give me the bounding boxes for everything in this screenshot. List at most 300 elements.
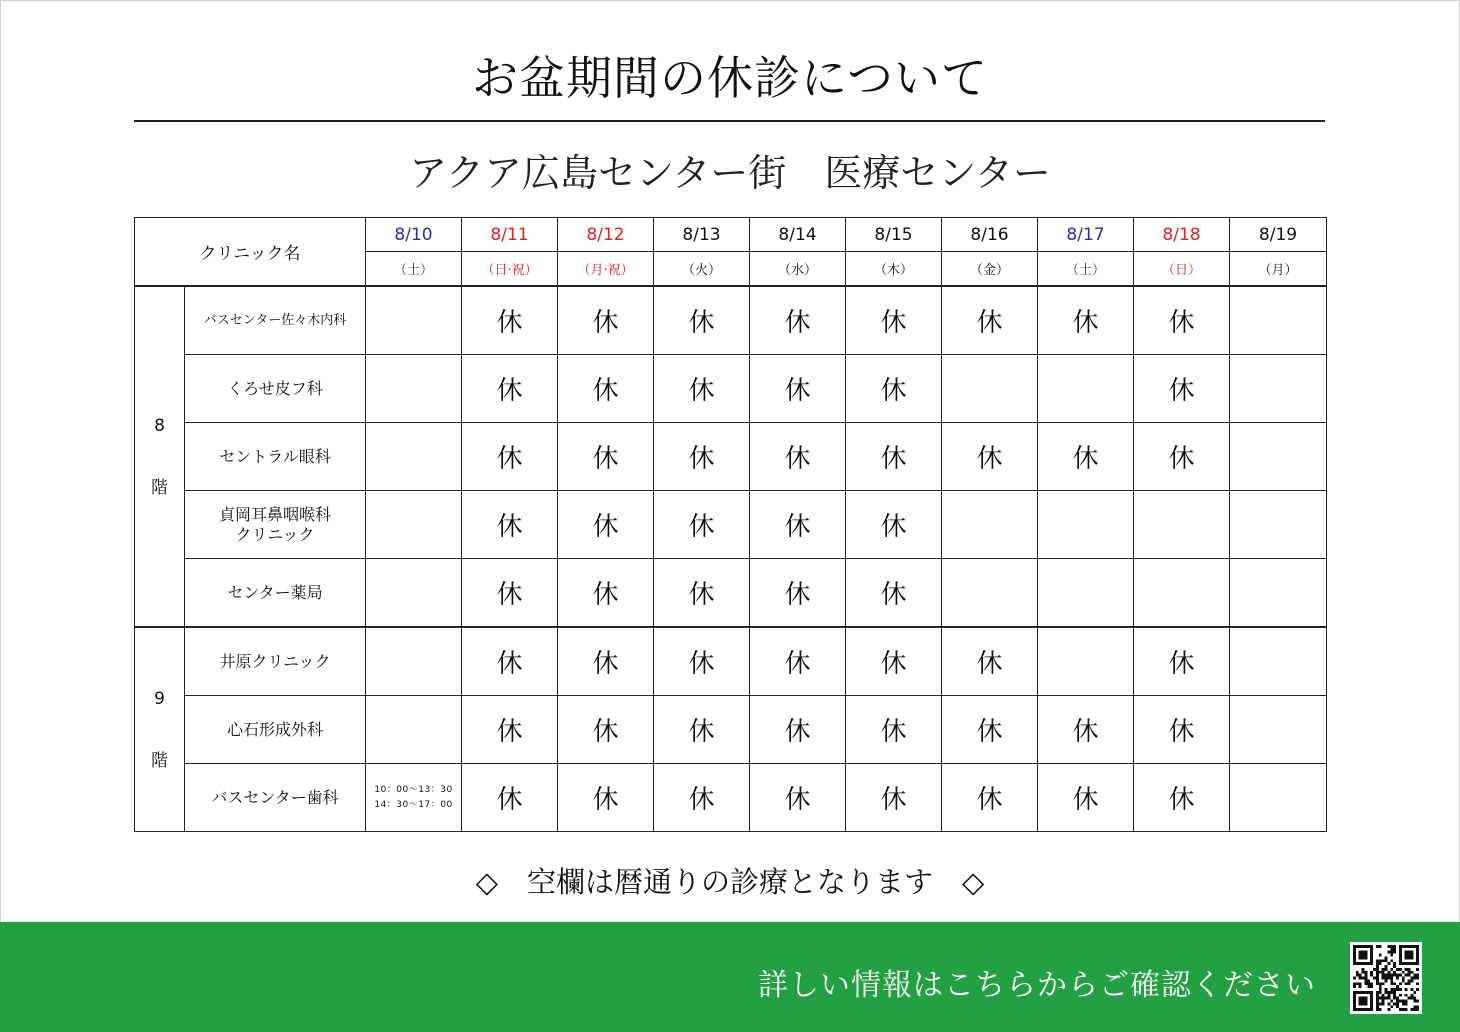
qr-module bbox=[1396, 968, 1399, 971]
qr-module bbox=[1410, 971, 1413, 974]
qr-module bbox=[1364, 974, 1367, 977]
qr-module bbox=[1396, 977, 1399, 980]
closure-cell: 休 bbox=[1134, 764, 1230, 832]
qr-module bbox=[1379, 954, 1382, 957]
date-header: 8/18 bbox=[1134, 218, 1230, 252]
closure-cell: 休 bbox=[462, 696, 558, 764]
clinic-name bbox=[185, 696, 366, 764]
qr-module bbox=[1385, 956, 1388, 959]
qr-module bbox=[1405, 974, 1408, 977]
qr-module bbox=[1396, 988, 1399, 991]
closure-cell bbox=[366, 286, 462, 355]
qr-module bbox=[1399, 968, 1402, 971]
qr-module bbox=[1385, 959, 1388, 962]
qr-module bbox=[1364, 977, 1367, 980]
clinic-row bbox=[135, 559, 1327, 628]
clinic-name-line: セントラル眼科 bbox=[219, 446, 331, 466]
qr-module bbox=[1416, 1008, 1419, 1011]
qr-module bbox=[1402, 977, 1405, 980]
qr-module bbox=[1399, 974, 1402, 977]
qr-module bbox=[1382, 971, 1385, 974]
clinic-row bbox=[135, 355, 1327, 423]
qr-module bbox=[1390, 991, 1393, 994]
qr-module bbox=[1382, 968, 1385, 971]
date-header: 8/12 bbox=[558, 218, 654, 252]
closure-cell: 休 bbox=[1134, 627, 1230, 696]
qr-module bbox=[1396, 1005, 1399, 1008]
qr-module bbox=[1379, 991, 1382, 994]
qr-module bbox=[1416, 977, 1419, 980]
qr-module bbox=[1385, 974, 1388, 977]
qr-module bbox=[1370, 974, 1373, 977]
qr-module bbox=[1379, 945, 1382, 948]
qr-module bbox=[1413, 977, 1416, 980]
floor-number: 9 bbox=[154, 688, 165, 709]
qr-finder bbox=[1359, 997, 1368, 1006]
closure-cell: 休 bbox=[654, 559, 750, 628]
qr-module bbox=[1410, 977, 1413, 980]
closure-cell bbox=[366, 559, 462, 628]
qr-module bbox=[1385, 965, 1388, 968]
qr-module bbox=[1367, 982, 1370, 985]
qr-module bbox=[1396, 974, 1399, 977]
clinic-name-line: バスセンター佐々木内科 bbox=[203, 312, 347, 328]
qr-module bbox=[1359, 977, 1362, 980]
qr-module bbox=[1376, 962, 1379, 965]
qr-module bbox=[1408, 974, 1411, 977]
qr-module bbox=[1390, 979, 1393, 982]
closure-cell: 休 bbox=[462, 764, 558, 832]
qr-module bbox=[1379, 959, 1382, 962]
closure-cell: 休 bbox=[462, 355, 558, 423]
qr-module bbox=[1396, 985, 1399, 988]
qr-module bbox=[1396, 997, 1399, 1000]
qr-module bbox=[1393, 982, 1396, 985]
clinic-name bbox=[185, 764, 366, 832]
closure-cell: 休 bbox=[942, 286, 1038, 355]
qr-module bbox=[1390, 982, 1393, 985]
qr-module bbox=[1367, 985, 1370, 988]
qr-module bbox=[1385, 988, 1388, 991]
qr-module bbox=[1376, 971, 1379, 974]
closure-cell bbox=[942, 559, 1038, 628]
closure-cell: 休 bbox=[846, 696, 942, 764]
qr-module bbox=[1376, 945, 1379, 948]
closure-cell bbox=[366, 423, 462, 491]
qr-module bbox=[1390, 977, 1393, 980]
weekday-header: （金） bbox=[942, 252, 1038, 287]
closure-cell: 休 bbox=[654, 764, 750, 832]
qr-module bbox=[1387, 997, 1390, 1000]
closure-cell bbox=[366, 696, 462, 764]
qr-module bbox=[1416, 1000, 1419, 1003]
closure-cell: 休 bbox=[846, 423, 942, 491]
clinic-name-line: くろせ皮フ科 bbox=[227, 378, 323, 398]
qr-module bbox=[1413, 1008, 1416, 1011]
qr-module bbox=[1385, 979, 1388, 982]
qr-module bbox=[1387, 971, 1390, 974]
clinic-name-line: センター薬局 bbox=[227, 582, 323, 602]
closure-cell: 休 bbox=[846, 764, 942, 832]
closure-cell: 休 bbox=[750, 286, 846, 355]
clinic-name-line: 井原クリニック bbox=[219, 651, 331, 671]
qr-module bbox=[1379, 988, 1382, 991]
clinic-name bbox=[185, 491, 366, 559]
closure-cell bbox=[942, 491, 1038, 559]
qr-module bbox=[1390, 945, 1393, 948]
qr-module bbox=[1413, 997, 1416, 1000]
closure-cell: 休 bbox=[558, 559, 654, 628]
date-header: 8/16 bbox=[942, 218, 1038, 252]
closure-cell: 休 bbox=[654, 423, 750, 491]
qr-module bbox=[1402, 979, 1405, 982]
closure-cell bbox=[1038, 491, 1134, 559]
qr-module bbox=[1382, 982, 1385, 985]
closure-cell: 休 bbox=[462, 423, 558, 491]
date-header: 8/15 bbox=[846, 218, 942, 252]
qr-module bbox=[1410, 979, 1413, 982]
qr-module bbox=[1416, 982, 1419, 985]
qr-module bbox=[1410, 997, 1413, 1000]
qr-module bbox=[1408, 968, 1411, 971]
qr-module bbox=[1416, 1005, 1419, 1008]
qr-module bbox=[1387, 1008, 1390, 1011]
qr-module bbox=[1390, 988, 1393, 991]
closure-cell bbox=[1230, 764, 1327, 832]
closure-cell: 休 bbox=[558, 355, 654, 423]
qr-module bbox=[1390, 974, 1393, 977]
closure-cell bbox=[1134, 491, 1230, 559]
qr-module bbox=[1396, 1000, 1399, 1003]
qr-module bbox=[1376, 991, 1379, 994]
closure-cell: 休 bbox=[558, 286, 654, 355]
closure-cell: 休 bbox=[1134, 696, 1230, 764]
qr-module bbox=[1359, 982, 1362, 985]
weekday-header: （日·祝） bbox=[462, 252, 558, 287]
qr-module bbox=[1393, 945, 1396, 948]
weekday-header: （日） bbox=[1134, 252, 1230, 287]
qr-module bbox=[1402, 1002, 1405, 1005]
qr-module bbox=[1387, 974, 1390, 977]
closure-cell bbox=[1038, 355, 1134, 423]
closure-cell bbox=[1230, 559, 1327, 628]
qr-module bbox=[1376, 965, 1379, 968]
qr-module bbox=[1410, 1008, 1413, 1011]
closure-cell: 休 bbox=[750, 423, 846, 491]
qr-module bbox=[1410, 994, 1413, 997]
qr-module bbox=[1379, 997, 1382, 1000]
qr-module bbox=[1408, 982, 1411, 985]
footnote: ◇ 空欄は暦通りの診療となります ◇ bbox=[475, 865, 985, 899]
qr-module bbox=[1376, 1000, 1379, 1003]
qr-module bbox=[1376, 959, 1379, 962]
qr-module bbox=[1387, 991, 1390, 994]
qr-module bbox=[1382, 977, 1385, 980]
qr-module bbox=[1399, 988, 1402, 991]
qr-module bbox=[1373, 977, 1376, 980]
qr-module bbox=[1393, 994, 1396, 997]
qr-module bbox=[1413, 974, 1416, 977]
qr-module bbox=[1393, 962, 1396, 965]
closure-cell: 休 bbox=[654, 491, 750, 559]
closure-cell bbox=[1038, 559, 1134, 628]
closure-cell: 休 bbox=[1038, 764, 1134, 832]
qr-module bbox=[1387, 945, 1390, 948]
closure-cell: 休 bbox=[654, 286, 750, 355]
closure-cell: 休 bbox=[750, 627, 846, 696]
qr-module bbox=[1387, 977, 1390, 980]
qr-module bbox=[1356, 971, 1359, 974]
info-banner bbox=[0, 922, 1460, 1032]
qr-module bbox=[1379, 962, 1382, 965]
qr-module bbox=[1405, 1000, 1408, 1003]
qr-module bbox=[1393, 951, 1396, 954]
qr-module bbox=[1387, 1002, 1390, 1005]
qr-module bbox=[1379, 982, 1382, 985]
qr-module bbox=[1393, 974, 1396, 977]
date-header: 8/10 bbox=[366, 218, 462, 252]
qr-module bbox=[1353, 982, 1356, 985]
qr-module bbox=[1364, 982, 1367, 985]
qr-module bbox=[1390, 954, 1393, 957]
qr-module bbox=[1408, 971, 1411, 974]
qr-module bbox=[1382, 974, 1385, 977]
page-title: お盆期間の休診について bbox=[471, 51, 989, 105]
closure-cell: 休 bbox=[462, 286, 558, 355]
qr-module bbox=[1416, 974, 1419, 977]
qr-module bbox=[1367, 979, 1370, 982]
closure-cell: 休 bbox=[558, 627, 654, 696]
qr-module bbox=[1405, 994, 1408, 997]
date-header: 8/11 bbox=[462, 218, 558, 252]
closure-cell: 休 bbox=[1038, 696, 1134, 764]
qr-module bbox=[1393, 948, 1396, 951]
qr-module bbox=[1399, 1008, 1402, 1011]
closure-cell: 休 bbox=[1038, 423, 1134, 491]
closure-cell: 休 bbox=[558, 491, 654, 559]
qr-module bbox=[1402, 1008, 1405, 1011]
qr-module bbox=[1413, 1000, 1416, 1003]
qr-module bbox=[1385, 991, 1388, 994]
qr-module bbox=[1362, 971, 1365, 974]
qr-module bbox=[1390, 968, 1393, 971]
closure-cell bbox=[1230, 286, 1327, 355]
closure-cell: 休 bbox=[558, 764, 654, 832]
qr-module bbox=[1379, 1002, 1382, 1005]
qr-module bbox=[1390, 951, 1393, 954]
qr-module bbox=[1379, 971, 1382, 974]
qr-module bbox=[1370, 982, 1373, 985]
clinic-name bbox=[185, 355, 366, 423]
closure-cell: 休 bbox=[654, 696, 750, 764]
qr-module bbox=[1376, 994, 1379, 997]
weekday-header: （火） bbox=[654, 252, 750, 287]
weekday-header: （土） bbox=[1038, 252, 1134, 287]
clinic-row bbox=[135, 764, 1327, 832]
qr-module bbox=[1405, 988, 1408, 991]
closure-cell: 休 bbox=[942, 423, 1038, 491]
qr-module bbox=[1390, 948, 1393, 951]
closure-cell bbox=[1038, 627, 1134, 696]
closure-cell: 休 bbox=[462, 491, 558, 559]
floor-kai: 階 bbox=[151, 750, 168, 771]
clinic-row bbox=[135, 627, 1327, 696]
closure-cell: 休 bbox=[750, 696, 846, 764]
qr-module bbox=[1408, 997, 1411, 1000]
qr-module bbox=[1382, 997, 1385, 1000]
qr-module bbox=[1370, 971, 1373, 974]
qr-module bbox=[1353, 985, 1356, 988]
qr-module bbox=[1376, 982, 1379, 985]
clinic-row bbox=[135, 286, 1327, 355]
clinic-name bbox=[185, 286, 366, 355]
qr-module bbox=[1379, 985, 1382, 988]
qr-module bbox=[1376, 977, 1379, 980]
qr-module bbox=[1359, 985, 1362, 988]
closure-cell bbox=[1134, 559, 1230, 628]
weekday-header: （木） bbox=[846, 252, 942, 287]
closure-cell: 休 bbox=[1134, 423, 1230, 491]
page-subtitle: アクア広島センター街 医療センター bbox=[409, 151, 1051, 195]
floor-label bbox=[135, 286, 185, 627]
closure-cell: 休 bbox=[750, 491, 846, 559]
clinic-row bbox=[135, 696, 1327, 764]
closure-cell bbox=[1230, 491, 1327, 559]
qr-module bbox=[1385, 997, 1388, 1000]
closure-cell: 休 bbox=[558, 423, 654, 491]
closure-cell: 休 bbox=[750, 355, 846, 423]
closure-cell: 休 bbox=[846, 355, 942, 423]
qr-module bbox=[1376, 1008, 1379, 1011]
qr-module bbox=[1376, 997, 1379, 1000]
weekday-header: （水） bbox=[750, 252, 846, 287]
clinic-name bbox=[185, 423, 366, 491]
qr-module bbox=[1390, 1000, 1393, 1003]
qr-module bbox=[1393, 965, 1396, 968]
date-header: 8/19 bbox=[1230, 218, 1327, 252]
qr-module bbox=[1362, 968, 1365, 971]
qr-module bbox=[1359, 974, 1362, 977]
clinic-name-line: 心石形成外科 bbox=[227, 719, 324, 739]
banner-text: 詳しい情報はこちらからご確認ください bbox=[758, 968, 1316, 1003]
header-row-dates bbox=[135, 218, 1327, 252]
qr-module bbox=[1405, 968, 1408, 971]
closure-cell: 休 bbox=[654, 355, 750, 423]
qr-module bbox=[1393, 971, 1396, 974]
floor-kai: 階 bbox=[151, 477, 168, 498]
clinic-name bbox=[185, 559, 366, 628]
qr-module bbox=[1387, 951, 1390, 954]
qr-module bbox=[1382, 959, 1385, 962]
closure-cell: 休 bbox=[558, 696, 654, 764]
qr-module bbox=[1376, 974, 1379, 977]
qr-module bbox=[1410, 988, 1413, 991]
floor-number: 8 bbox=[154, 415, 165, 436]
closure-cell: 休 bbox=[654, 627, 750, 696]
closure-cell bbox=[1230, 627, 1327, 696]
qr-module bbox=[1382, 994, 1385, 997]
closure-cell bbox=[1230, 423, 1327, 491]
closure-cell: 休 bbox=[462, 627, 558, 696]
closure-cell bbox=[366, 627, 462, 696]
qr-module bbox=[1370, 985, 1373, 988]
qr-module bbox=[1393, 1002, 1396, 1005]
qr-module bbox=[1385, 977, 1388, 980]
qr-module bbox=[1416, 988, 1419, 991]
qr-module bbox=[1385, 968, 1388, 971]
qr-module bbox=[1376, 979, 1379, 982]
clinic-row bbox=[135, 491, 1327, 559]
closure-cell: 休 bbox=[846, 286, 942, 355]
qr-module bbox=[1399, 994, 1402, 997]
qr-finder bbox=[1405, 951, 1414, 960]
hours-note-line: 14：30～17：00 bbox=[374, 799, 453, 810]
qr-module bbox=[1416, 968, 1419, 971]
closure-cell: 休 bbox=[1038, 286, 1134, 355]
qr-module bbox=[1390, 959, 1393, 962]
hours-note-line: 10：00～13：30 bbox=[374, 784, 453, 795]
closure-cell: 休 bbox=[942, 764, 1038, 832]
closure-cell: 休 bbox=[462, 559, 558, 628]
closure-schedule-table bbox=[134, 217, 1327, 832]
clinic-name-line: クリニック bbox=[235, 524, 315, 544]
clinic-row bbox=[135, 423, 1327, 491]
hours-note bbox=[366, 764, 462, 832]
qr-code-icon[interactable] bbox=[1350, 942, 1422, 1014]
qr-module bbox=[1396, 1002, 1399, 1005]
qr-module bbox=[1402, 971, 1405, 974]
qr-module bbox=[1382, 1000, 1385, 1003]
qr-module bbox=[1356, 974, 1359, 977]
qr-module bbox=[1373, 968, 1376, 971]
qr-module bbox=[1362, 977, 1365, 980]
qr-finder bbox=[1359, 951, 1368, 960]
closure-cell: 休 bbox=[1134, 286, 1230, 355]
qr-module bbox=[1356, 982, 1359, 985]
date-header: 8/14 bbox=[750, 218, 846, 252]
clinic-name-header: クリニック名 bbox=[135, 218, 366, 287]
closure-cell bbox=[942, 355, 1038, 423]
clinic-name bbox=[185, 627, 366, 696]
qr-module bbox=[1393, 988, 1396, 991]
weekday-header: （土） bbox=[366, 252, 462, 287]
qr-module bbox=[1402, 1000, 1405, 1003]
qr-module bbox=[1399, 1000, 1402, 1003]
qr-module bbox=[1387, 994, 1390, 997]
floor-label bbox=[135, 627, 185, 832]
weekday-header: （月） bbox=[1230, 252, 1327, 287]
closure-cell: 休 bbox=[846, 491, 942, 559]
qr-module bbox=[1364, 971, 1367, 974]
weekday-header: （月·祝） bbox=[558, 252, 654, 287]
closure-cell: 休 bbox=[942, 696, 1038, 764]
qr-module bbox=[1387, 962, 1390, 965]
closure-cell bbox=[1230, 355, 1327, 423]
closure-cell: 休 bbox=[846, 627, 942, 696]
closure-cell: 休 bbox=[942, 627, 1038, 696]
closure-cell: 休 bbox=[750, 764, 846, 832]
qr-module bbox=[1364, 979, 1367, 982]
closure-cell: 休 bbox=[846, 559, 942, 628]
qr-module bbox=[1390, 1005, 1393, 1008]
qr-module bbox=[1379, 1008, 1382, 1011]
date-header: 8/13 bbox=[654, 218, 750, 252]
qr-module bbox=[1413, 1005, 1416, 1008]
closure-cell bbox=[1230, 696, 1327, 764]
qr-module bbox=[1408, 979, 1411, 982]
closure-cell: 休 bbox=[750, 559, 846, 628]
date-header: 8/17 bbox=[1038, 218, 1134, 252]
